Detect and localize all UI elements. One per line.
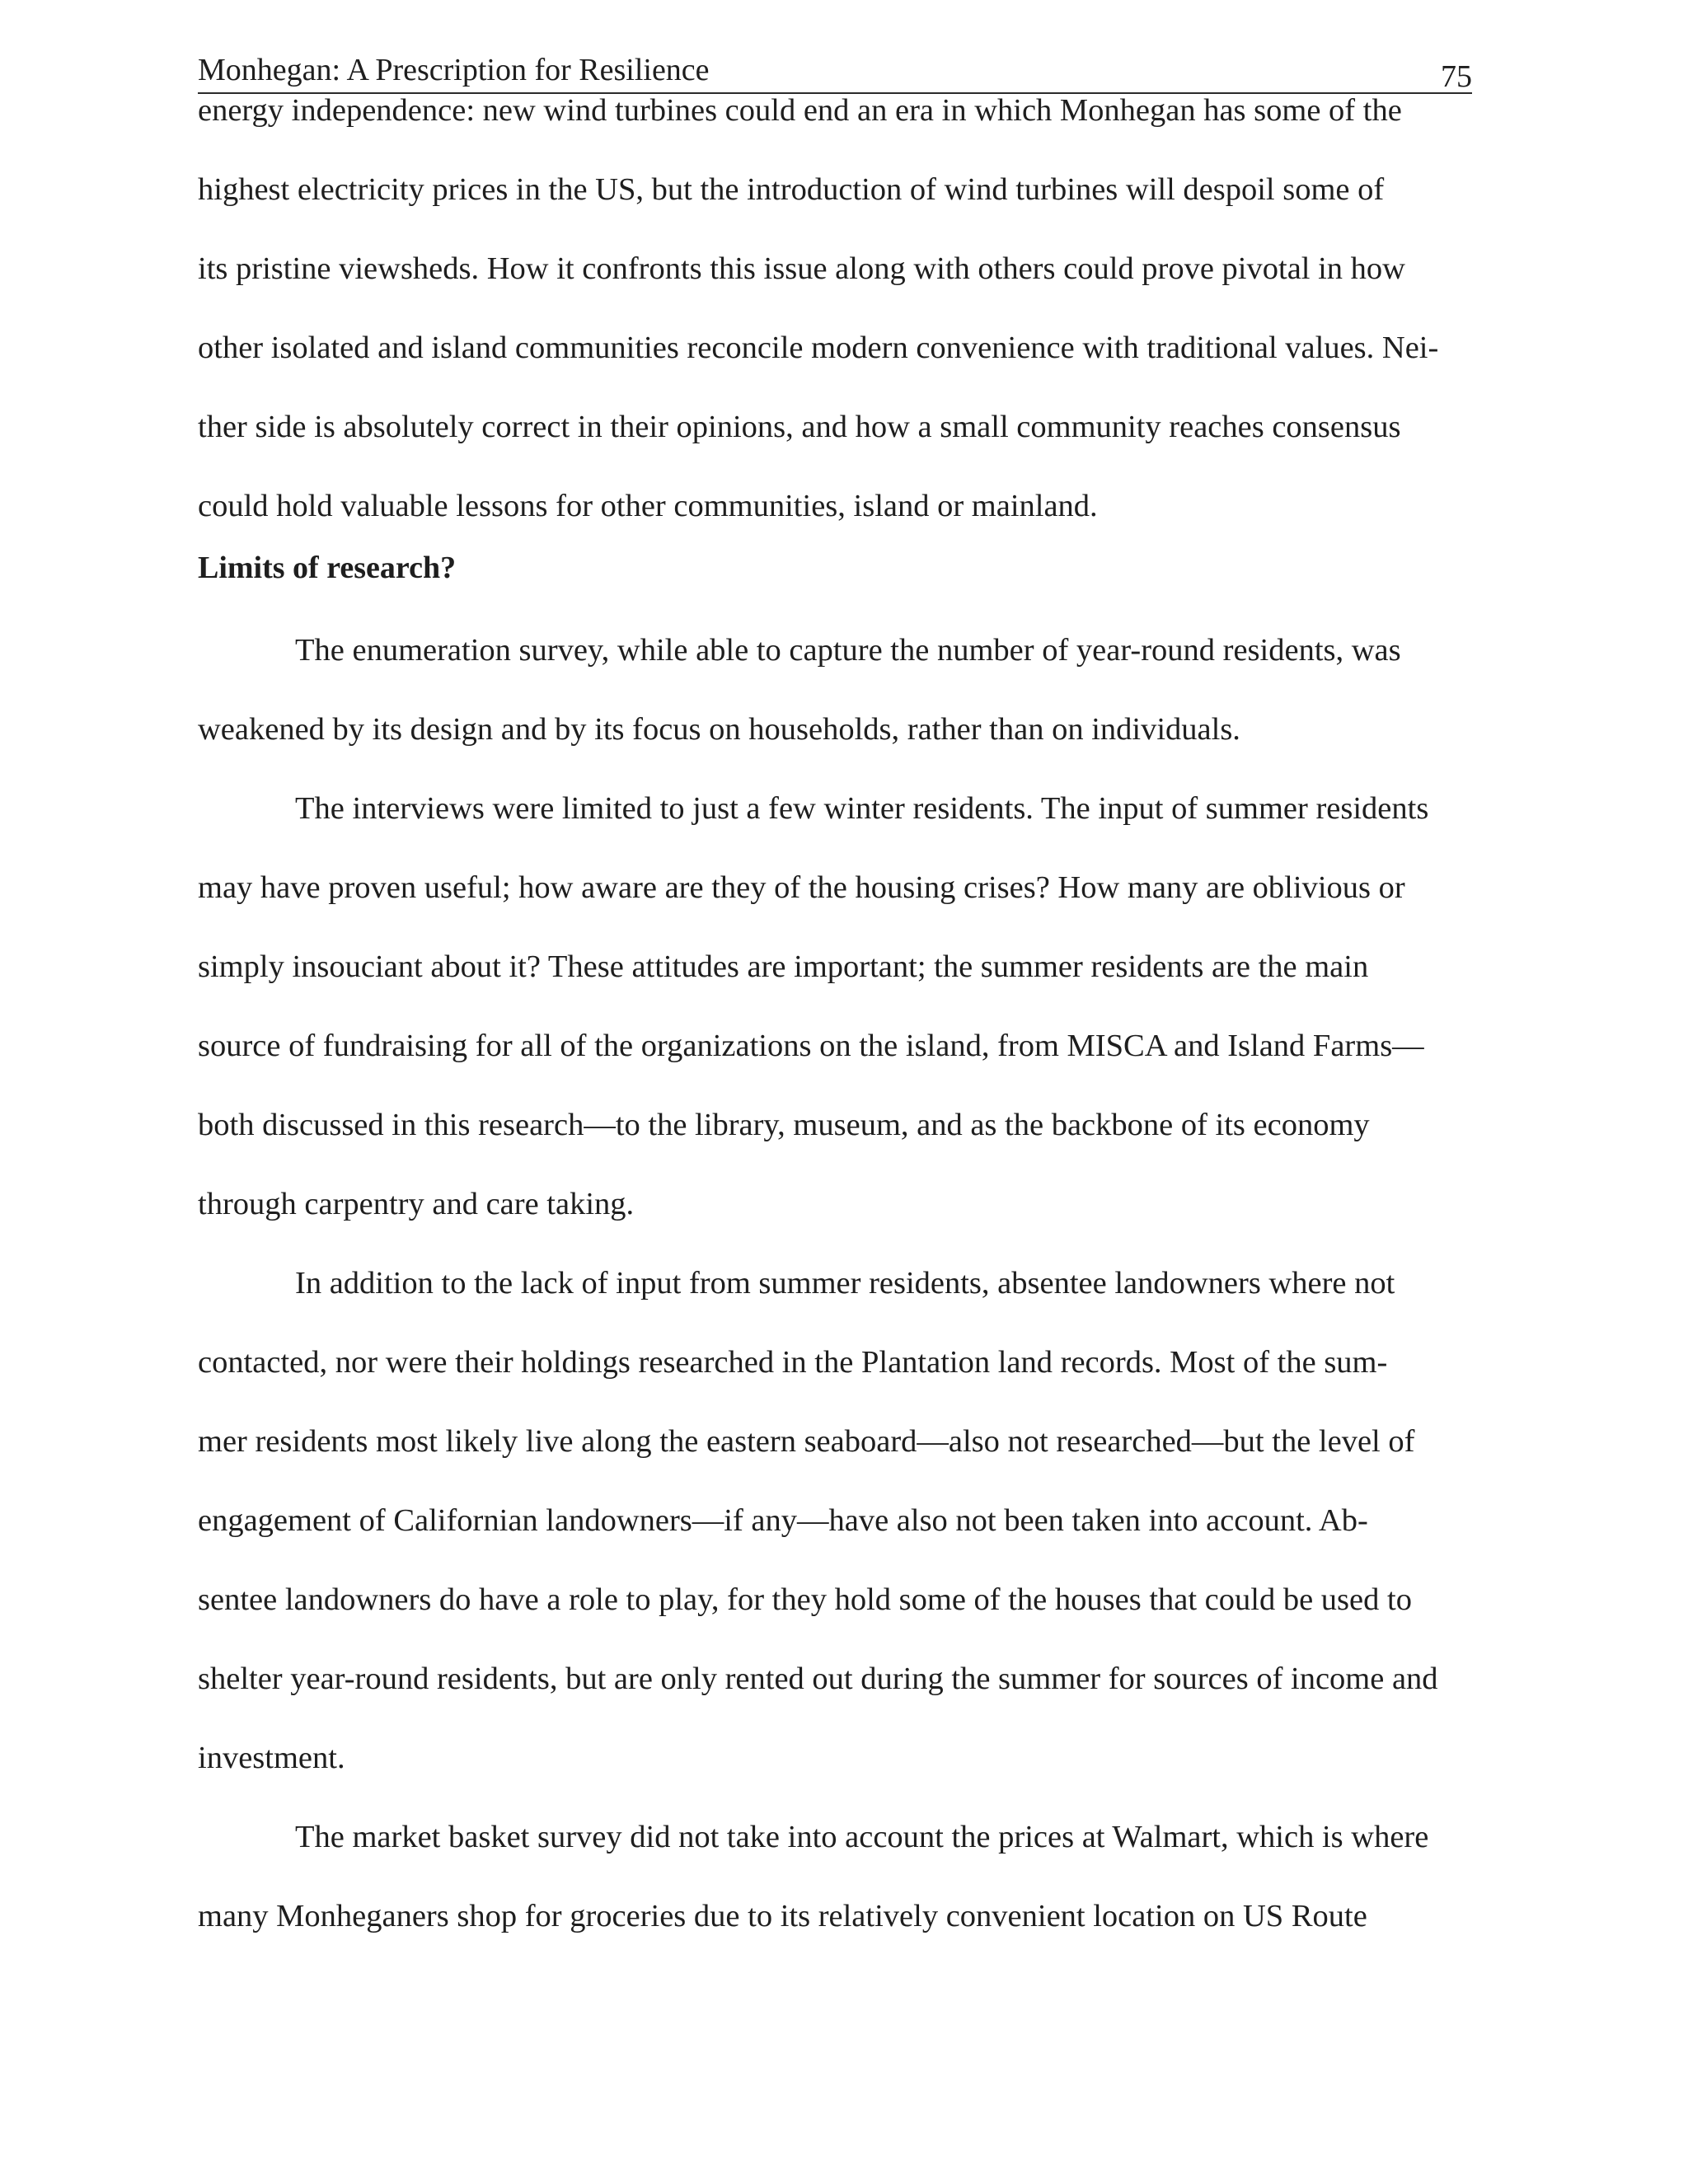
text-line: weakened by its design and by its focus on households, rather than on individuals. — [198, 712, 1240, 747]
intro-paragraph — [198, 86, 1472, 543]
section-heading: Limits of research? — [198, 551, 457, 585]
text-line: contacted, nor were their holdings researched in the Plantation land records. Most of the sum- — [198, 1345, 1388, 1380]
text-line: may have proven useful; how aware are they of the housing crises? How many are oblivious or — [198, 870, 1405, 905]
text-line: simply insouciant about it? These attitudes are important; the summer residents are the main — [198, 949, 1369, 984]
text-line: highest electricity prices in the US, but the introduction of wind turbines will despoil some of — [198, 172, 1385, 207]
paragraph-interviews — [198, 784, 1472, 1258]
paragraph-enumeration-survey — [198, 626, 1472, 784]
paragraph-absentee-landowners — [198, 1258, 1472, 1812]
text-line: investment. — [198, 1741, 345, 1775]
text-line: The enumeration survey, while able to capture the number of year-round residents, was — [295, 633, 1401, 668]
text-line: its pristine viewsheds. How it confronts this issue along with others could prove pivotal in how — [198, 251, 1405, 286]
text-line: engagement of Californian landowners—if any—have also not been taken into account. Ab- — [198, 1503, 1368, 1538]
text-line: through carpentry and care taking. — [198, 1187, 635, 1221]
page-number: 75 — [1441, 59, 1472, 94]
paragraph-market-basket — [198, 1812, 1472, 1971]
text-line: shelter year-round residents, but are only rented out during the summer for sources of income and — [198, 1661, 1438, 1696]
text-line: In addition to the lack of input from summer residents, absentee landowners where not — [295, 1266, 1395, 1301]
text-line: ther side is absolutely correct in their opinions, and how a small community reaches consensus — [198, 410, 1401, 444]
text-line: energy independence: new wind turbines could end an era in which Monhegan has some of the — [198, 93, 1402, 128]
text-line: The interviews were limited to just a few winter residents. The input of summer residents — [295, 791, 1429, 826]
text-line: mer residents most likely live along the eastern seaboard—also not researched—but the level of — [198, 1424, 1415, 1459]
text-line: could hold valuable lessons for other communities, island or mainland. — [198, 489, 1098, 523]
text-line: sentee landowners do have a role to play, for they hold some of the houses that could be used to — [198, 1582, 1412, 1617]
text-line: other isolated and island communities reconcile modern convenience with traditional values. Nei- — [198, 330, 1439, 365]
text-line: many Monheganers shop for groceries due to its relatively convenient location on US Route — [198, 1899, 1367, 1933]
body-text — [198, 86, 1472, 1971]
running-title: Monhegan: A Prescription for Resilience — [198, 53, 710, 87]
text-line: both discussed in this research—to the library, museum, and as the backbone of its economy — [198, 1108, 1370, 1142]
text-line: The market basket survey did not take into account the prices at Walmart, which is where — [295, 1820, 1429, 1854]
text-line: source of fundraising for all of the organizations on the island, from MISCA and Island Farms— — [198, 1029, 1424, 1063]
